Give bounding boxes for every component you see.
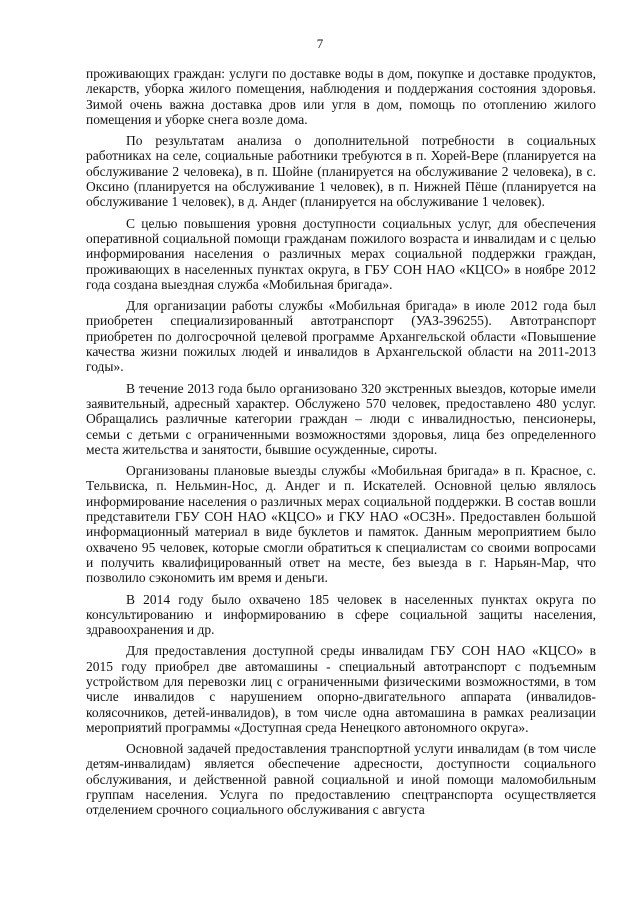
paragraph-transport-service: Основной задачей предоставления транспортной услуги инвалидам (в том числе детям-инвалидам) является обеспечение адресности, доступности социального обслуживания, и действенной равной социальной и иной помощи маломобильным группам населения. Услуга по предоставлению спецтранспорта осуществляется отделением срочного социального обслуживания с августа — [86, 741, 596, 818]
paragraph-planned-trips: Организованы плановые выезды службы «Мобильная бригада» в п. Красное, с. Тельвиска, п. Нельмин-Нос, д. Андег и п. Искателей. Основной целью являлось информирование населения о различных мерах социальной поддержки. В состав вошли представители ГБУ СОН НАО «КЦСО» и ГКУ НАО «ОСЗН». Предоставлен большой информационный материал в виде буклетов и памяток. Данным мероприятием было охвачено 95 человек, которые смогли обратиться к специалистам со своими вопросами и получить квалифицированный ответ на месте, без выезда в г. Нарьян-Мар, что позволило сэкономить им время и деньги. — [86, 463, 596, 586]
paragraph-mobile-brigade-creation: С целью повышения уровня доступности социальных услуг, для обеспечения оперативной социальной помощи гражданам пожилого возраста и инвалидам и с целью информирования населения о различных мерах социальной поддержки граждан, проживающих в населенных пунктах округа, в ГБУ СОН НАО «КЦСО» в ноябре 2012 года создана выездная служба «Мобильная бригада». — [86, 215, 596, 292]
paragraph-continuation: проживающих граждан: услуги по доставке воды в дом, покупке и доставке продуктов, лекарств, уборка жилого помещения, наблюдения и поддержания состояния здоровья. Зимой очень важна доставка дров или угля в дом, помощь по отоплению жилого помещения и уборке снега возле дома. — [86, 66, 596, 127]
paragraph-social-workers-demand: По результатам анализа о дополнительной потребности в социальных работниках на селе, социальные работники требуются в п. Хорей-Вере (планируется на обслуживание 2 человека), в п. Шойне (планируется на обслуживание 2 человека), в с. Оксино (планируется на обслуживание 1 человек), в п. Нижней Пёше (планируется на обслуживание 1 человек), в д. Андег (планируется на обслуживание 1 человек). — [86, 133, 596, 210]
paragraph-accessible-environment: Для предоставления доступной среды инвалидам ГБУ СОН НАО «КЦСО» в 2015 году приобрел две автомашины - специальный автотранспорт с подъемным устройством для перевозки лиц с ограниченными физическими возможностями, в том числе инвалидов с нарушением опорно-двигательного аппарата (инвалидов-колясочников, детей-инвалидов), в том числе одна автомашина в рамках реализации мероприятий программы «Доступная среда Ненецкого автономного округа». — [86, 643, 596, 735]
document-body — [86, 66, 596, 824]
paragraph-vehicle-purchase: Для организации работы службы «Мобильная бригада» в июле 2012 года был приобретен специализированный автотранспорт (УАЗ-396255). Автотранспорт приобретен по долгосрочной целевой программе Архангельской области «Повышение качества жизни пожилых людей и инвалидов в Архангельской области на 2011-2013 годы». — [86, 298, 596, 375]
paragraph-2014-coverage: В 2014 году было охвачено 185 человек в населенных пунктах округа по консультированию и информированию в сфере социальной защиты населения, здравоохранения и др. — [86, 591, 596, 638]
page-number: 7 — [316, 36, 324, 51]
paragraph-2013-emergency-trips: В течение 2013 года было организовано 320 экстренных выездов, которые имели заявительный, адресный характер. Обслужено 570 человек, предоставлено 480 услуг. Обращались различные категории граждан – люди с инвалидностью, пенсионеры, семьи с детьми с ограниченными возможностями здоровья, лица без определенного места жительства и занятости, бывшие осужденные, сироты. — [86, 380, 596, 457]
